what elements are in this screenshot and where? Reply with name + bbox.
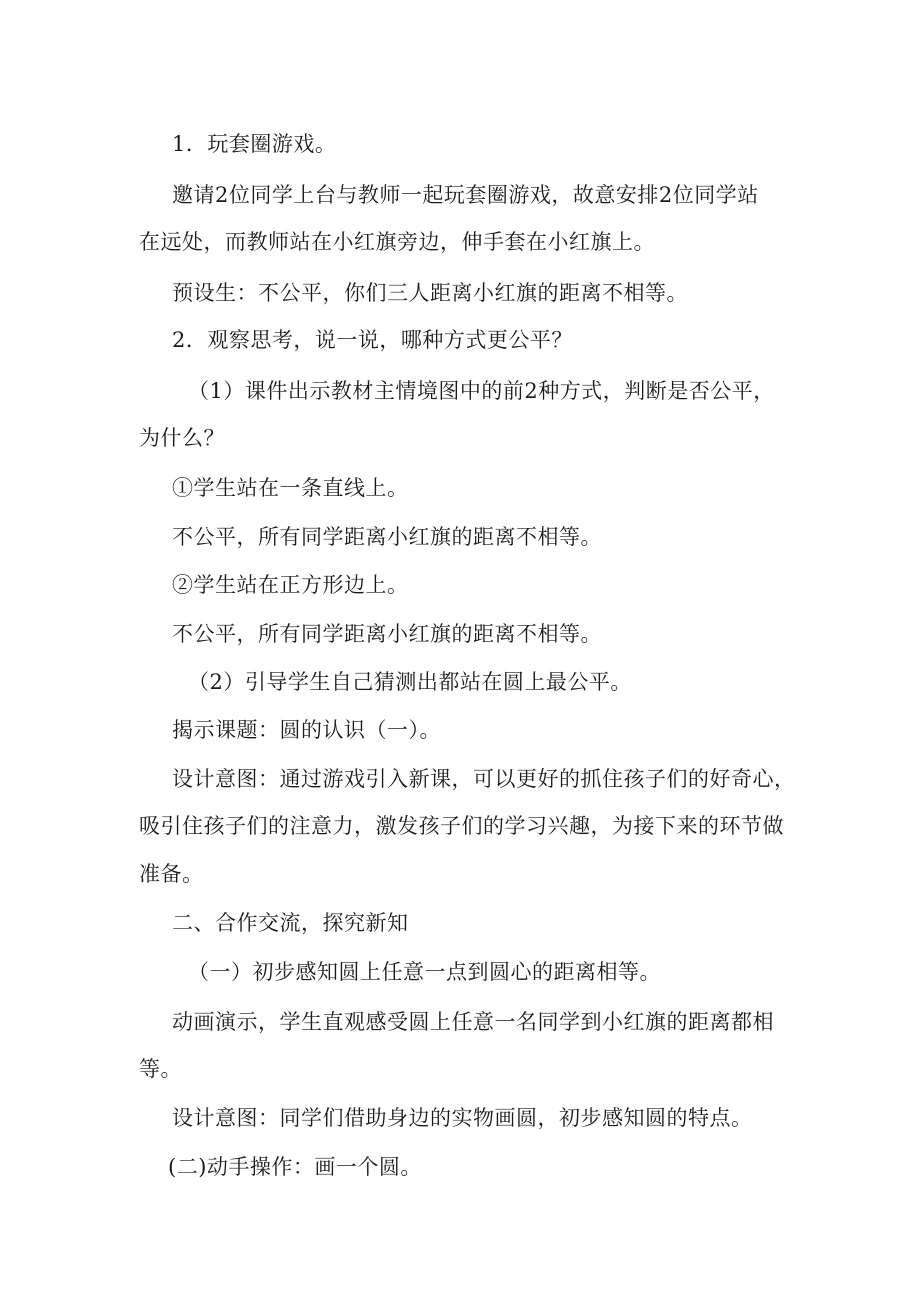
paragraph-line-5: 2．观察思考，说一说，哪种方式更公平？ — [172, 328, 573, 352]
paragraph-line-7: 为什么？ — [139, 426, 225, 450]
paragraph-line-22: (二)动手操作：画一个圆。 — [168, 1155, 422, 1179]
paragraph-line-8: ①学生站在一条直线上。 — [172, 476, 409, 500]
paragraph-line-6: （1）课件出示教材主情境图中的前2种方式，判断是否公平， — [188, 379, 775, 403]
paragraph-line-20: 等。 — [139, 1057, 182, 1081]
section-heading: 二、合作交流，探究新知 — [172, 911, 409, 935]
paragraph-line-16: 准备。 — [139, 862, 204, 886]
paragraph-line-19: 动画演示，学生直观感受圆上任意一名同学到小红旗的距离都相 — [172, 1010, 774, 1034]
paragraph-line-13: 揭示课题：圆的认识（一）。 — [172, 718, 441, 742]
paragraph-line-1: 1．玩套圈游戏。 — [172, 132, 337, 156]
paragraph-line-18: （一）初步感知圆上任意一点到圆心的距离相等。 — [188, 960, 661, 984]
paragraph-line-15: 吸引住孩子们的注意力，激发孩子们的学习兴趣，为接下来的环节做 — [139, 814, 784, 838]
paragraph-line-14: 设计意图：通过游戏引入新课，可以更好的抓住孩子们的好奇心， — [172, 767, 796, 791]
paragraph-line-9: 不公平，所有同学距离小红旗的距离不相等。 — [172, 525, 602, 549]
paragraph-line-21: 设计意图：同学们借助身边的实物画圆，初步感知圆的特点。 — [172, 1106, 753, 1130]
paragraph-line-2: 邀请2位同学上台与教师一起玩套圈游戏，故意安排2位同学站 — [172, 183, 759, 207]
paragraph-line-10: ②学生站在正方形边上。 — [172, 573, 409, 597]
paragraph-line-11: 不公平，所有同学距离小红旗的距离不相等。 — [172, 622, 602, 646]
paragraph-line-12: （2）引导学生自己猜测出都站在圆上最公平。 — [188, 670, 632, 694]
paragraph-line-4: 预设生：不公平，你们三人距离小红旗的距离不相等。 — [172, 281, 688, 305]
paragraph-line-3: 在远处，而教师站在小红旗旁边，伸手套在小红旗上。 — [139, 230, 655, 254]
